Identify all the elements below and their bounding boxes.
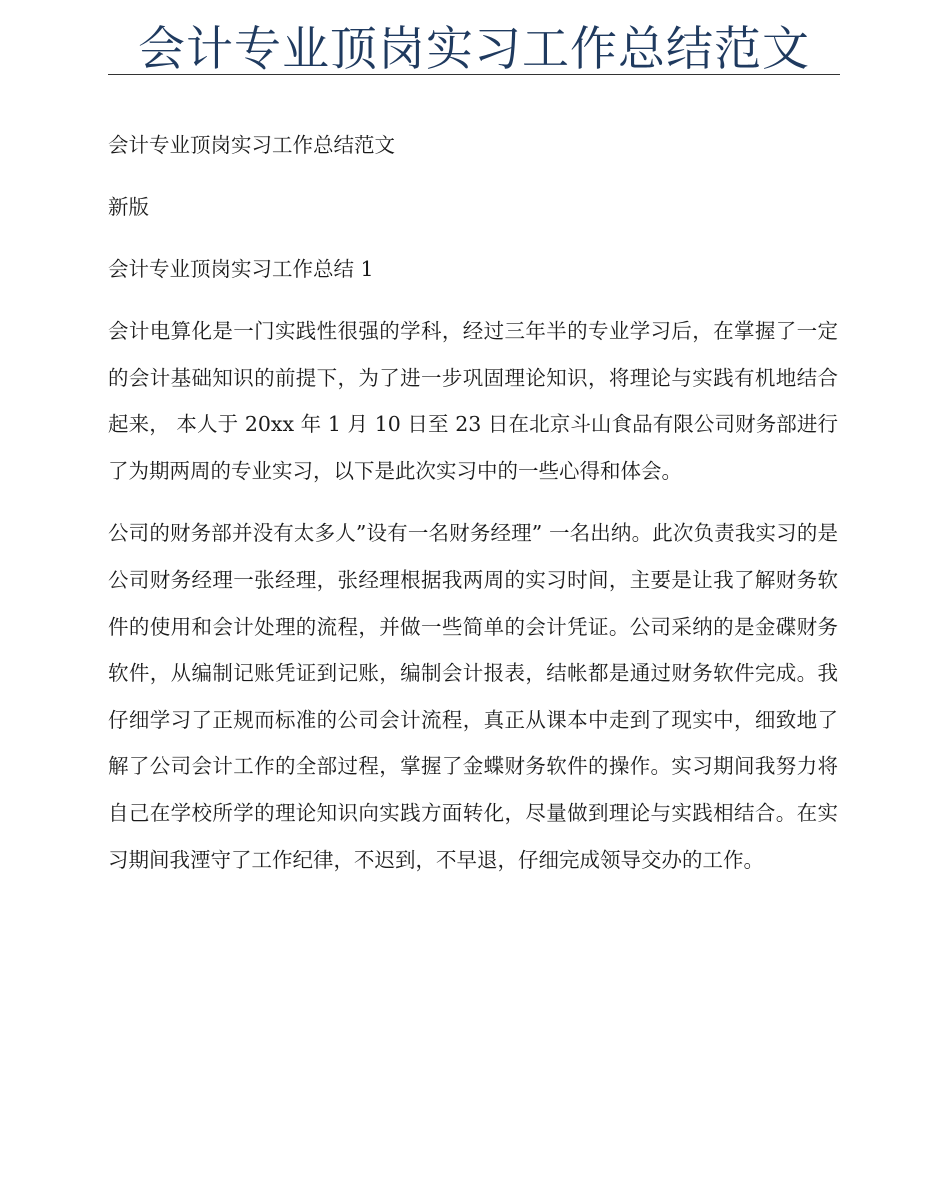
paragraph-1: 会计电算化是一门实践性很强的学科，经过三年半的专业学习后，在掌握了一定的会计基础知识的前提下，为了进一步巩固理论知识，将理论与实践有机地结合起来， 本人于 20xx 年 1 月 10 日至 23 日在北京斗山食品有限公司财务部进行了为期两周的专业实习，以下是此次实习中的一些心得和体会。 — [108, 319, 838, 483]
document-subtitle: 会计专业顶岗实习工作总结范文 — [108, 133, 395, 157]
document-header — [108, 18, 840, 75]
document-body — [108, 122, 840, 899]
version-label: 新版 — [108, 195, 149, 219]
header-title: 会计专业顶岗实习工作总结范文 — [138, 22, 810, 77]
paragraph-2: 公司的财务部并没有太多人”设有一名财务经理” 一名出纳。此次负责我实习的是公司财务经理一张经理，张经理根据我两周的实习时间，主要是让我了解财务软件的使用和会计处理的流程，并做一些简单的会计凭证。公司采纳的是金碟财务软件，从编制记账凭证到记账，编制会计报表，结帐都是通过财务软件完成。我仔细学习了正规而标准的公司会计流程，真正从课本中走到了现实中，细致地了解了公司会计工作的全部过程，掌握了金蝶财务软件的操作。实习期间我努力将自己在学校所学的理论知识向实践方面转化，尽量做到理论与实践相结合。在实习期间我湮守了工作纪律，不迟到，不早退，仔细完成领导交办的工作。 — [108, 521, 838, 872]
section-heading: 会计专业顶岗实习工作总结 1 — [108, 257, 374, 281]
